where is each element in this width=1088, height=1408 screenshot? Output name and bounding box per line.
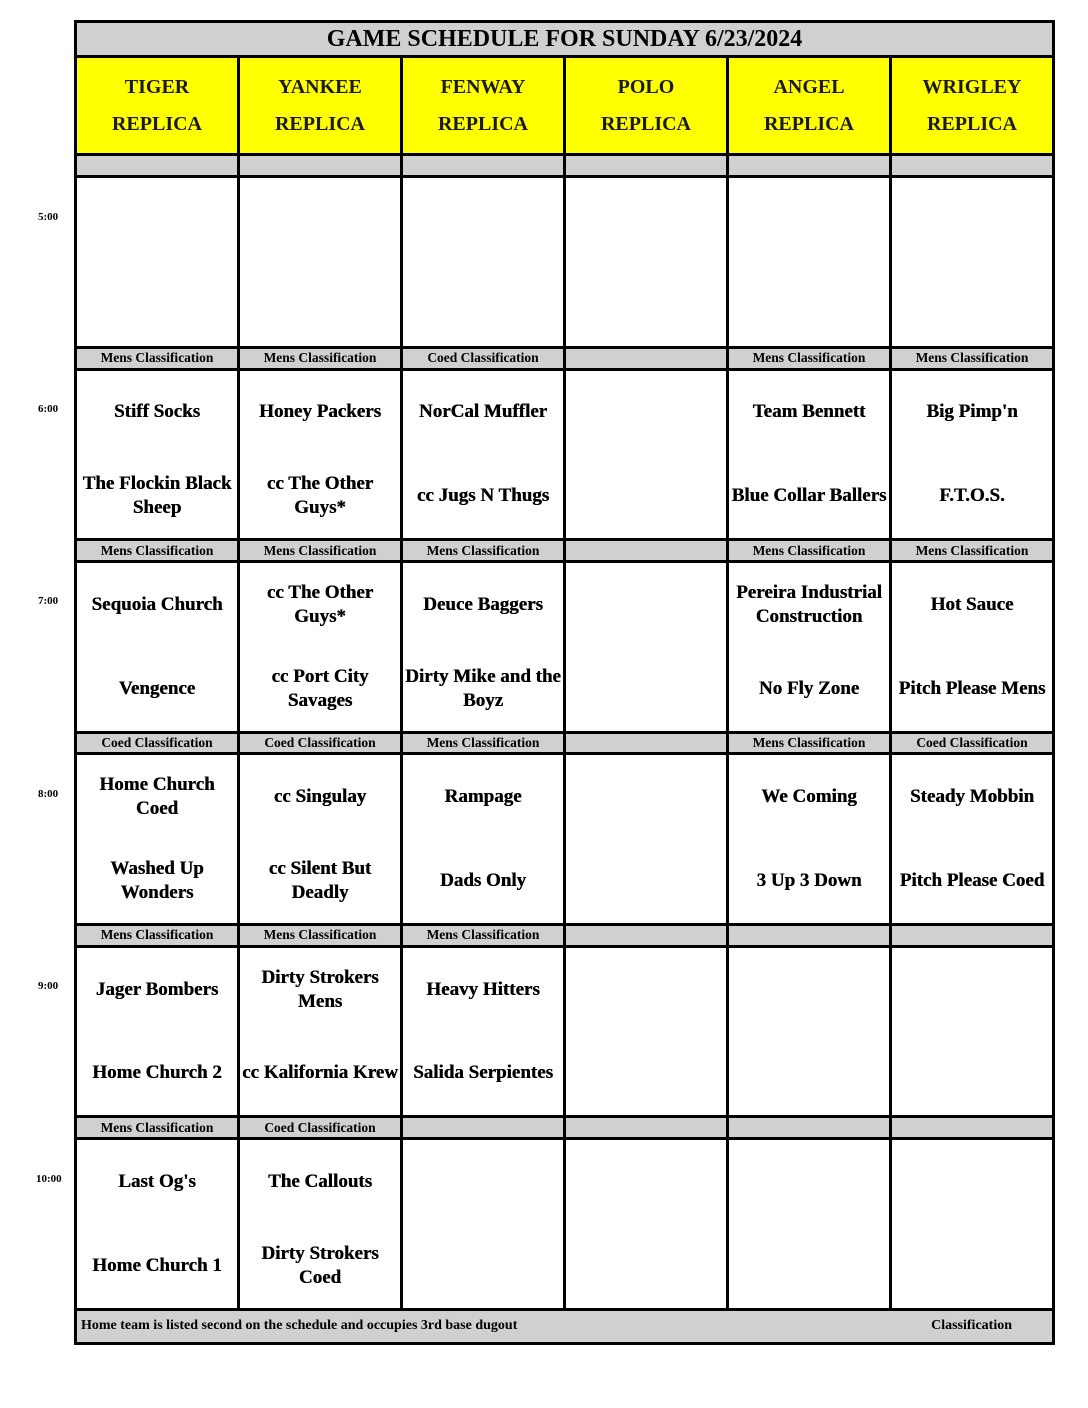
classification-label: Mens Classification xyxy=(728,732,891,754)
game-cell xyxy=(728,946,891,1117)
classification-label: Mens Classification xyxy=(76,924,239,946)
game-cell xyxy=(891,754,1054,925)
classification-label xyxy=(891,924,1054,946)
field-name: WRIGLEY xyxy=(922,75,1022,98)
game-cell xyxy=(728,369,891,540)
classification-label xyxy=(565,540,728,562)
classification-label xyxy=(565,347,728,369)
field-name: FENWAY xyxy=(440,75,526,98)
matchup xyxy=(729,563,889,731)
away-team: Stiff Socks xyxy=(113,401,201,423)
game-cell xyxy=(76,754,239,925)
game-cell xyxy=(728,754,891,925)
away-team: Team Bennett xyxy=(752,401,866,423)
matchup xyxy=(729,371,889,539)
classification-label: Mens Classification xyxy=(239,540,402,562)
away-team: Honey Packers xyxy=(259,401,381,423)
home-team: 3 Up 3 Down xyxy=(756,870,862,892)
field-header-polo xyxy=(565,57,728,155)
matchup xyxy=(240,563,400,731)
field-name: ANGEL xyxy=(773,75,845,98)
game-cell xyxy=(728,1139,891,1310)
classification-label xyxy=(565,924,728,946)
game-cell xyxy=(891,369,1054,540)
matchup xyxy=(403,371,563,539)
footer-note: Home team is listed second on the schedule and occupies 3rd base dugout xyxy=(81,1318,518,1334)
matchup xyxy=(77,1140,237,1308)
home-team: Pitch Please Coed xyxy=(899,870,1045,892)
field-header-angel xyxy=(728,57,891,155)
matchup xyxy=(892,563,1052,731)
time-label: 8:00 xyxy=(38,787,59,800)
matchup xyxy=(77,755,237,923)
home-team: The Flockin Black Sheep xyxy=(82,473,232,519)
spacer-cell xyxy=(565,155,728,177)
game-cell xyxy=(239,177,402,348)
away-team: Rampage xyxy=(444,786,522,808)
classification-row xyxy=(76,732,1054,754)
home-team: F.T.O.S. xyxy=(939,485,1005,507)
spacer-cell xyxy=(891,155,1054,177)
field-subtitle: REPLICA xyxy=(763,112,854,135)
away-team: NorCal Muffler xyxy=(418,401,548,423)
classification-label: Coed Classification xyxy=(239,1117,402,1139)
title-row xyxy=(76,22,1054,57)
field-header-yankee xyxy=(239,57,402,155)
time-label: 6:00 xyxy=(38,403,59,416)
away-team: Hot Sauce xyxy=(930,593,1014,615)
matchup xyxy=(892,755,1052,923)
game-cell xyxy=(239,561,402,732)
game-row xyxy=(76,561,1054,732)
game-cell xyxy=(76,369,239,540)
field-subtitle: REPLICA xyxy=(437,112,528,135)
game-cell xyxy=(76,946,239,1117)
classification-label: Mens Classification xyxy=(728,540,891,562)
classification-label: Coed Classification xyxy=(239,732,402,754)
away-team: Jager Bombers xyxy=(95,978,219,1000)
classification-label: Mens Classification xyxy=(239,924,402,946)
game-row xyxy=(76,177,1054,348)
home-team: cc Port City Savages xyxy=(271,665,369,711)
away-team: Dirty Strokers Mens xyxy=(261,966,379,1012)
away-team: Home Church Coed xyxy=(99,774,215,820)
classification-row xyxy=(76,540,1054,562)
matchup xyxy=(729,755,889,923)
away-team: Deuce Baggers xyxy=(423,593,543,615)
spacer-cell xyxy=(239,155,402,177)
matchup xyxy=(892,371,1052,539)
game-cell xyxy=(402,754,565,925)
classification-label: Mens Classification xyxy=(239,347,402,369)
classification-label xyxy=(891,1117,1054,1139)
away-team: We Coming xyxy=(761,786,857,808)
game-cell xyxy=(565,754,728,925)
footer-cell xyxy=(76,1309,1054,1343)
game-cell xyxy=(402,561,565,732)
home-team: Home Church 1 xyxy=(92,1254,222,1276)
classification-label: Mens Classification xyxy=(402,540,565,562)
time-label: 9:00 xyxy=(38,980,59,993)
classification-label: Mens Classification xyxy=(76,347,239,369)
field-name: POLO xyxy=(617,75,675,98)
matchup xyxy=(403,755,563,923)
home-team: Pitch Please Mens xyxy=(898,677,1046,699)
game-row xyxy=(76,754,1054,925)
matchup xyxy=(77,948,237,1116)
classification-label xyxy=(565,1117,728,1139)
schedule-body xyxy=(76,22,1054,1344)
home-team: Washed Up Wonders xyxy=(110,858,204,904)
matchup xyxy=(240,948,400,1116)
spacer-cell xyxy=(402,155,565,177)
matchup xyxy=(77,371,237,539)
game-cell xyxy=(76,177,239,348)
classification-row xyxy=(76,924,1054,946)
matchup xyxy=(77,563,237,731)
field-header-wrigley xyxy=(891,57,1054,155)
game-cell xyxy=(76,1139,239,1310)
classification-label: Mens Classification xyxy=(402,924,565,946)
away-team: cc The Other Guys* xyxy=(266,581,374,627)
home-team: Blue Collar Ballers xyxy=(731,485,887,507)
home-team: No Fly Zone xyxy=(758,677,860,699)
home-team: cc Jugs N Thugs xyxy=(416,485,550,507)
home-team: Salida Serpientes xyxy=(413,1062,553,1084)
classification-label xyxy=(402,1117,565,1139)
time-label: 7:00 xyxy=(38,595,59,608)
game-cell xyxy=(565,177,728,348)
matchup xyxy=(403,563,563,731)
home-team: cc The Other Guys* xyxy=(266,473,374,519)
home-team: Dirty Strokers Coed xyxy=(261,1242,379,1288)
field-subtitle: REPLICA xyxy=(600,112,691,135)
matchup xyxy=(240,1140,400,1308)
game-cell xyxy=(728,177,891,348)
classification-label: Mens Classification xyxy=(76,540,239,562)
game-cell xyxy=(239,754,402,925)
footer-row xyxy=(76,1309,1054,1343)
spacer-cell xyxy=(728,155,891,177)
field-name: TIGER xyxy=(124,75,190,98)
matchup xyxy=(240,371,400,539)
game-cell xyxy=(565,369,728,540)
footer-classification: Classification xyxy=(931,1318,1012,1334)
classification-label: Coed Classification xyxy=(76,732,239,754)
game-cell xyxy=(239,946,402,1117)
game-cell xyxy=(565,1139,728,1310)
away-team: The Callouts xyxy=(268,1171,372,1193)
away-team: Big Pimp'n xyxy=(926,401,1018,423)
schedule-title: GAME SCHEDULE FOR SUNDAY 6/23/2024 xyxy=(76,22,1054,57)
classification-label: Coed Classification xyxy=(402,347,565,369)
field-header-row xyxy=(76,57,1054,155)
game-cell xyxy=(891,561,1054,732)
field-subtitle: REPLICA xyxy=(274,112,365,135)
game-cell xyxy=(565,561,728,732)
classification-label: Coed Classification xyxy=(891,732,1054,754)
classification-label: Mens Classification xyxy=(728,347,891,369)
away-team: Last Og's xyxy=(118,1171,196,1193)
classification-label xyxy=(728,924,891,946)
game-cell xyxy=(239,369,402,540)
game-row xyxy=(76,369,1054,540)
away-team: Pereira Industrial Construction xyxy=(736,581,882,627)
classification-row xyxy=(76,347,1054,369)
schedule-table xyxy=(74,20,1055,1345)
classification-label: Mens Classification xyxy=(402,732,565,754)
classification-row xyxy=(76,1117,1054,1139)
game-cell xyxy=(891,946,1054,1117)
home-team: Home Church 2 xyxy=(92,1062,222,1084)
game-cell xyxy=(728,561,891,732)
game-cell xyxy=(402,177,565,348)
field-header-fenway xyxy=(402,57,565,155)
game-row xyxy=(76,1139,1054,1310)
game-cell xyxy=(565,946,728,1117)
spacer-cell xyxy=(76,155,239,177)
home-team: Vengence xyxy=(118,677,196,699)
game-cell xyxy=(891,1139,1054,1310)
game-cell xyxy=(402,946,565,1117)
home-team: cc Silent But Deadly xyxy=(268,858,372,904)
home-team: Dirty Mike and the Boyz xyxy=(405,665,561,711)
classification-label: Mens Classification xyxy=(891,347,1054,369)
footer-content xyxy=(77,1318,1052,1334)
matchup xyxy=(403,948,563,1116)
game-cell xyxy=(76,561,239,732)
header-spacer-row xyxy=(76,155,1054,177)
away-team: Heavy Hitters xyxy=(426,978,540,1000)
home-team: Dads Only xyxy=(439,870,527,892)
game-cell xyxy=(239,1139,402,1310)
classification-label: Mens Classification xyxy=(76,1117,239,1139)
away-team: Sequoia Church xyxy=(91,593,223,615)
game-cell xyxy=(402,1139,565,1310)
home-team: cc Kalifornia Krew xyxy=(242,1062,398,1084)
time-label: 10:00 xyxy=(36,1172,62,1185)
away-team: Steady Mobbin xyxy=(909,786,1035,808)
classification-label xyxy=(565,732,728,754)
field-header-tiger xyxy=(76,57,239,155)
field-subtitle: REPLICA xyxy=(111,112,202,135)
game-cell xyxy=(891,177,1054,348)
field-subtitle: REPLICA xyxy=(926,112,1017,135)
time-label: 5:00 xyxy=(38,210,59,223)
classification-label xyxy=(728,1117,891,1139)
matchup xyxy=(240,755,400,923)
classification-label: Mens Classification xyxy=(891,540,1054,562)
away-team: cc Singulay xyxy=(273,786,367,808)
game-cell xyxy=(402,369,565,540)
field-name: YANKEE xyxy=(278,75,362,98)
game-row xyxy=(76,946,1054,1117)
